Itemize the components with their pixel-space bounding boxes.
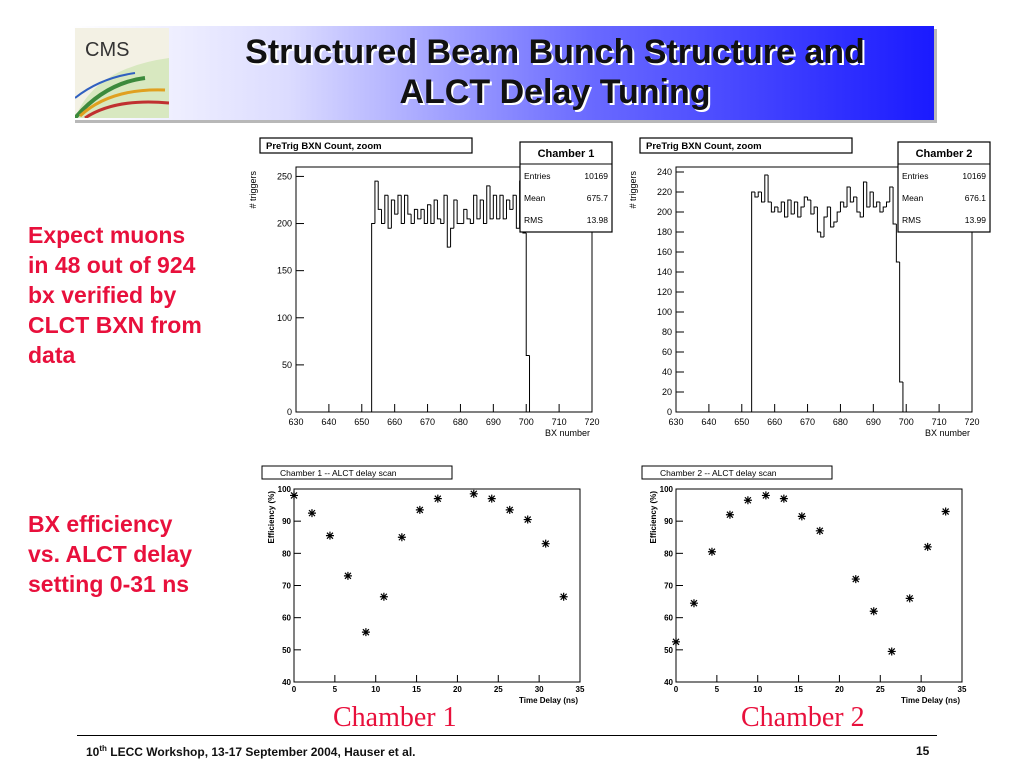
scan-title: Chamber 1 -- ALCT delay scan	[280, 468, 397, 478]
stats-value: 676.1	[964, 193, 986, 203]
x-tick-label: 690	[865, 417, 881, 427]
data-point	[744, 496, 752, 504]
note-bottom-line: vs. ALCT delay	[28, 541, 193, 567]
y-tick-label: 90	[664, 517, 673, 527]
x-tick-label: 680	[832, 417, 848, 427]
data-point	[380, 593, 388, 601]
note-top	[28, 220, 258, 370]
stats-label: Mean	[902, 193, 924, 203]
x-tick-label: 670	[800, 417, 816, 427]
y-tick-label: 60	[282, 613, 291, 623]
data-point	[870, 607, 878, 615]
x-tick-label: 650	[354, 417, 370, 427]
y-tick-label: 50	[282, 645, 291, 655]
x-axis-label: Time Delay (ns)	[519, 696, 578, 705]
note-top-line: in 48 out of 924	[28, 252, 196, 278]
note-bottom-line: BX efficiency	[28, 511, 173, 537]
x-tick-label: 5	[332, 685, 338, 694]
data-point	[726, 511, 734, 519]
footer-sup: th	[99, 744, 107, 753]
x-tick-label: 15	[794, 685, 804, 694]
y-tick-label: 140	[656, 267, 672, 277]
y-tick-label: 40	[664, 678, 673, 687]
x-tick-label: 670	[420, 417, 436, 427]
stats-label: Entries	[902, 171, 929, 181]
scan-title: Chamber 2 -- ALCT delay scan	[660, 468, 777, 478]
data-point	[506, 506, 514, 514]
y-tick-label: 100	[656, 307, 672, 317]
stats-value: 675.7	[586, 193, 608, 203]
cms-logo	[75, 28, 169, 118]
note-bottom-line: setting 0-31 ns	[28, 571, 190, 597]
data-point	[326, 532, 334, 540]
x-tick-label: 650	[734, 417, 750, 427]
y-tick-label: 40	[661, 367, 672, 377]
data-point	[708, 548, 716, 556]
y-axis-label: Efficiency (%)	[267, 491, 276, 544]
stats-label: Mean	[524, 193, 546, 203]
footer-prefix: 10	[86, 745, 100, 759]
data-point	[798, 512, 806, 520]
x-tick-label: 700	[898, 417, 914, 427]
chamber2-delay-scan	[632, 462, 972, 712]
x-tick-label: 35	[575, 685, 585, 694]
y-tick-label: 220	[656, 187, 672, 197]
x-tick-label: 680	[452, 417, 468, 427]
footer-text	[86, 744, 415, 759]
y-tick-label: 90	[282, 517, 291, 527]
x-tick-label: 25	[493, 685, 503, 694]
stats-label: RMS	[524, 215, 543, 225]
y-tick-label: 40	[282, 678, 291, 687]
stats-title: Chamber 2	[915, 148, 973, 160]
x-tick-label: 710	[931, 417, 947, 427]
data-point	[524, 516, 532, 524]
y-axis-label: # triggers	[248, 171, 258, 209]
plot-frame	[294, 489, 580, 682]
x-tick-label: 30	[534, 685, 544, 694]
y-tick-label: 100	[276, 312, 292, 323]
data-point	[470, 490, 478, 498]
x-tick-label: 20	[834, 685, 844, 694]
x-tick-label: 710	[551, 417, 567, 427]
y-tick-label: 120	[656, 287, 672, 297]
x-tick-label: 630	[288, 417, 304, 427]
x-tick-label: 10	[371, 685, 381, 694]
stats-label: Entries	[524, 171, 551, 181]
x-tick-label: 720	[584, 417, 600, 427]
y-tick-label: 80	[661, 327, 672, 337]
x-tick-label: 5	[714, 685, 720, 694]
y-tick-label: 180	[656, 227, 672, 237]
data-point	[762, 491, 770, 499]
chamber1-label: Chamber 1	[333, 702, 457, 733]
data-point	[942, 508, 950, 516]
x-tick-label: 20	[452, 685, 462, 694]
stats-value: 13.98	[586, 215, 608, 225]
title-line-2: ALCT Delay Tuning	[399, 73, 711, 111]
x-axis-label: Time Delay (ns)	[901, 696, 960, 705]
footer-rest: LECC Workshop, 13-17 September 2004, Hauser et al.	[106, 745, 416, 759]
data-point	[906, 594, 914, 602]
data-point	[344, 572, 352, 580]
stats-value: 13.99	[964, 215, 986, 225]
x-tick-label: 10	[753, 685, 763, 694]
x-tick-label: 0	[673, 685, 679, 694]
note-top-line: Expect muons	[28, 222, 186, 248]
x-tick-label: 660	[767, 417, 783, 427]
data-point	[924, 543, 932, 551]
note-top-line: data	[28, 342, 76, 368]
data-point	[416, 506, 424, 514]
data-point	[398, 533, 406, 541]
y-tick-label: 70	[282, 581, 291, 591]
y-tick-label: 60	[661, 347, 672, 357]
data-point	[560, 593, 568, 601]
x-tick-label: 630	[668, 417, 684, 427]
chamber1-delay-scan	[252, 462, 592, 712]
histogram-title: PreTrig BXN Count, zoom	[266, 141, 382, 152]
x-tick-label: 660	[387, 417, 403, 427]
y-axis-label: # triggers	[628, 171, 638, 209]
y-tick-label: 100	[659, 485, 673, 494]
y-tick-label: 0	[666, 407, 672, 417]
stats-label: RMS	[902, 215, 921, 225]
y-tick-label: 100	[277, 485, 291, 494]
data-point	[488, 495, 496, 503]
y-tick-label: 200	[656, 207, 672, 217]
y-tick-label: 50	[664, 645, 673, 655]
chamber1-bxn-histogram	[240, 132, 612, 440]
cms-logo-graphic	[75, 28, 169, 118]
x-tick-label: 690	[485, 417, 501, 427]
page-number: 15	[916, 744, 930, 758]
chamber2-bxn-histogram	[620, 132, 992, 440]
y-tick-label: 50	[281, 359, 292, 370]
y-tick-label: 80	[282, 549, 291, 559]
data-point	[852, 575, 860, 583]
slide-title	[180, 32, 930, 112]
x-tick-label: 15	[412, 685, 422, 694]
x-axis-label: BX number	[924, 428, 970, 438]
y-tick-label: 70	[664, 581, 673, 591]
x-tick-label: 640	[321, 417, 337, 427]
y-tick-label: 0	[286, 407, 292, 417]
title-line-1: Structured Beam Bunch Structure and	[245, 33, 865, 71]
note-top-line: bx verified by	[28, 282, 177, 308]
x-tick-label: 700	[518, 417, 534, 427]
x-tick-label: 35	[957, 685, 967, 694]
x-tick-label: 720	[964, 417, 980, 427]
y-tick-label: 60	[664, 613, 673, 623]
data-point	[542, 540, 550, 548]
x-axis-label: BX number	[544, 428, 590, 438]
histogram-title: PreTrig BXN Count, zoom	[646, 141, 762, 152]
plot-frame	[676, 489, 962, 682]
stats-value: 10169	[962, 171, 986, 181]
x-tick-label: 30	[916, 685, 926, 694]
y-tick-label: 240	[656, 167, 672, 177]
data-point	[690, 599, 698, 607]
y-tick-label: 200	[276, 218, 292, 229]
stats-title: Chamber 1	[537, 148, 595, 160]
data-point	[434, 495, 442, 503]
chamber2-label: Chamber 2	[741, 702, 865, 733]
data-point	[308, 509, 316, 517]
y-tick-label: 80	[664, 549, 673, 559]
note-top-line: CLCT BXN from	[28, 312, 202, 338]
y-tick-label: 160	[656, 247, 672, 257]
y-axis-label: Efficiency (%)	[649, 491, 658, 544]
data-point	[290, 491, 298, 499]
x-tick-label: 0	[291, 685, 297, 694]
y-tick-label: 150	[276, 265, 292, 276]
footer-divider	[77, 735, 937, 736]
y-tick-label: 250	[276, 171, 292, 182]
data-point	[780, 495, 788, 503]
y-tick-label: 20	[661, 387, 672, 397]
data-point	[672, 638, 680, 646]
data-point	[362, 628, 370, 636]
data-point	[816, 527, 824, 535]
x-tick-label: 640	[701, 417, 717, 427]
logo-text: CMS	[85, 39, 130, 61]
x-tick-label: 25	[875, 685, 885, 694]
note-bottom	[28, 509, 258, 599]
stats-value: 10169	[584, 171, 608, 181]
data-point	[888, 647, 896, 655]
